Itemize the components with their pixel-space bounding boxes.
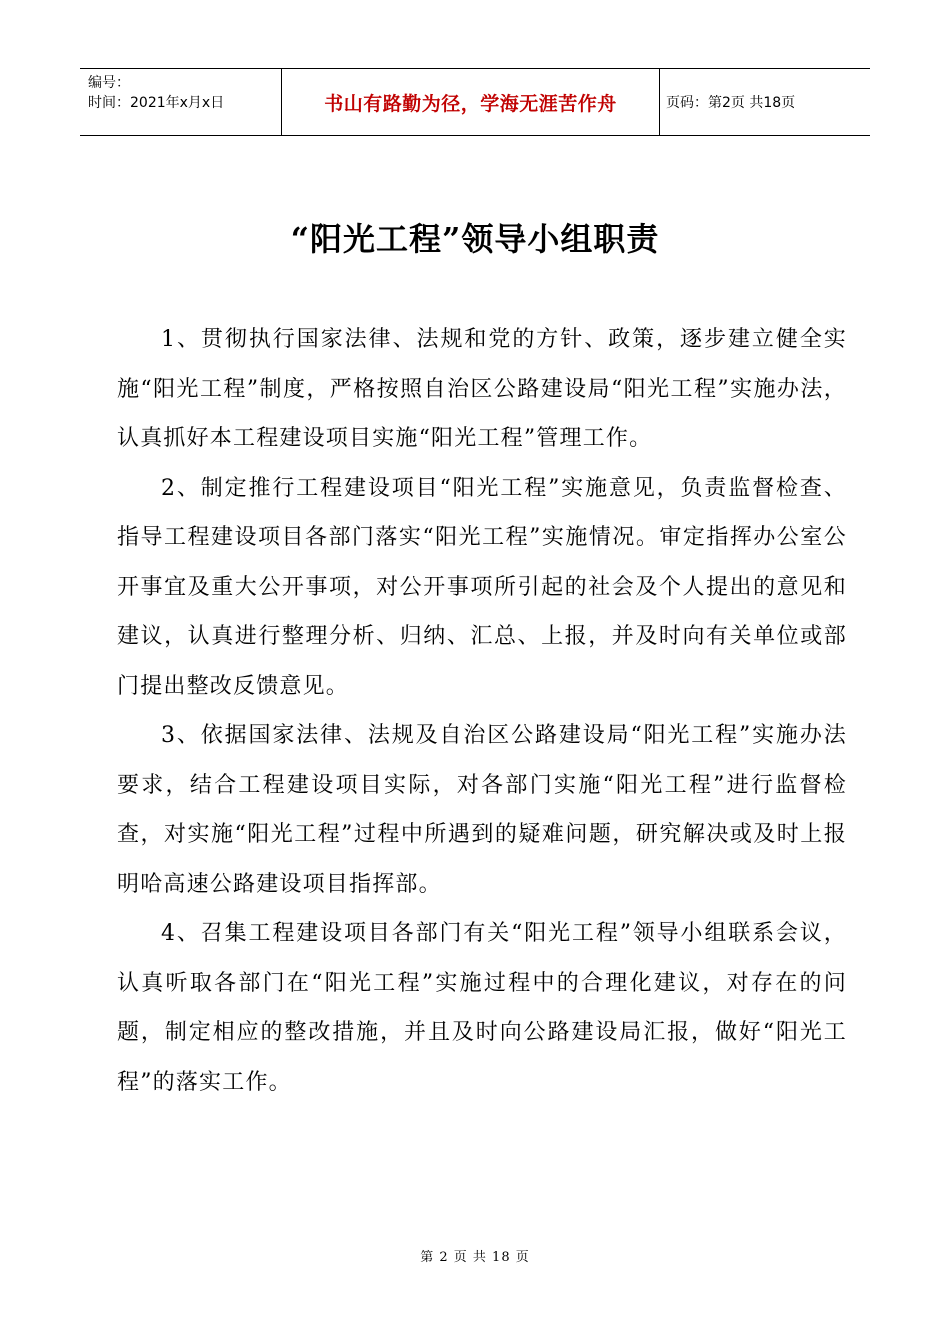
document-time-label: 时间：2021年x月x日 [88,95,225,111]
document-number-label: 编号： [88,75,130,91]
paragraph-4: 4、召集工程建设项目各部门有关“阳光工程”领导小组联系会议，认真听取各部门在“阳光工程”实施过程中的合理化建议，对存在的问题，制定相应的整改措施，并且及时向公路建设局汇报，做好“阳光工程”的落实工作。 [117,921,847,1095]
page-footer: 第 2 页 共 18 页 [420,1250,530,1265]
document-title: “阳光工程”领导小组职责 [290,220,660,258]
paragraph-3: 3、依据国家法律、法规及自治区公路建设局“阳光工程”实施办法要求，结合工程建设项目实际，对各部门实施“阳光工程”进行监督检查，对实施“阳光工程”过程中所遇到的疑难问题，研究解决或及时上报明哈高速公路建设项目指挥部。 [117,723,847,897]
header-page-info: 页码：第2页 共18页 [666,95,796,111]
paragraph-2: 2、制定推行工程建设项目“阳光工程”实施意见，负责监督检查、指导工程建设项目各部门落实“阳光工程”实施情况。审定指挥办公室公开事宜及重大公开事项，对公开事项所引起的社会及个人提出的意见和建议，认真进行整理分析、归纳、汇总、上报，并及时向有关单位或部门提出整改反馈意见。 [117,475,847,699]
header-motto: 书山有路勤为径，学海无涯苦作舟 [282,69,660,135]
document-header [80,68,870,136]
document-body [117,315,847,1107]
header-meta [80,69,282,135]
paragraph-1: 1、贯彻执行国家法律、法规和党的方针、政策，逐步建立健全实施“阳光工程”制度，严格按照自治区公路建设局“阳光工程”实施办法，认真抓好本工程建设项目实施“阳光工程”管理工作。 [117,327,847,451]
